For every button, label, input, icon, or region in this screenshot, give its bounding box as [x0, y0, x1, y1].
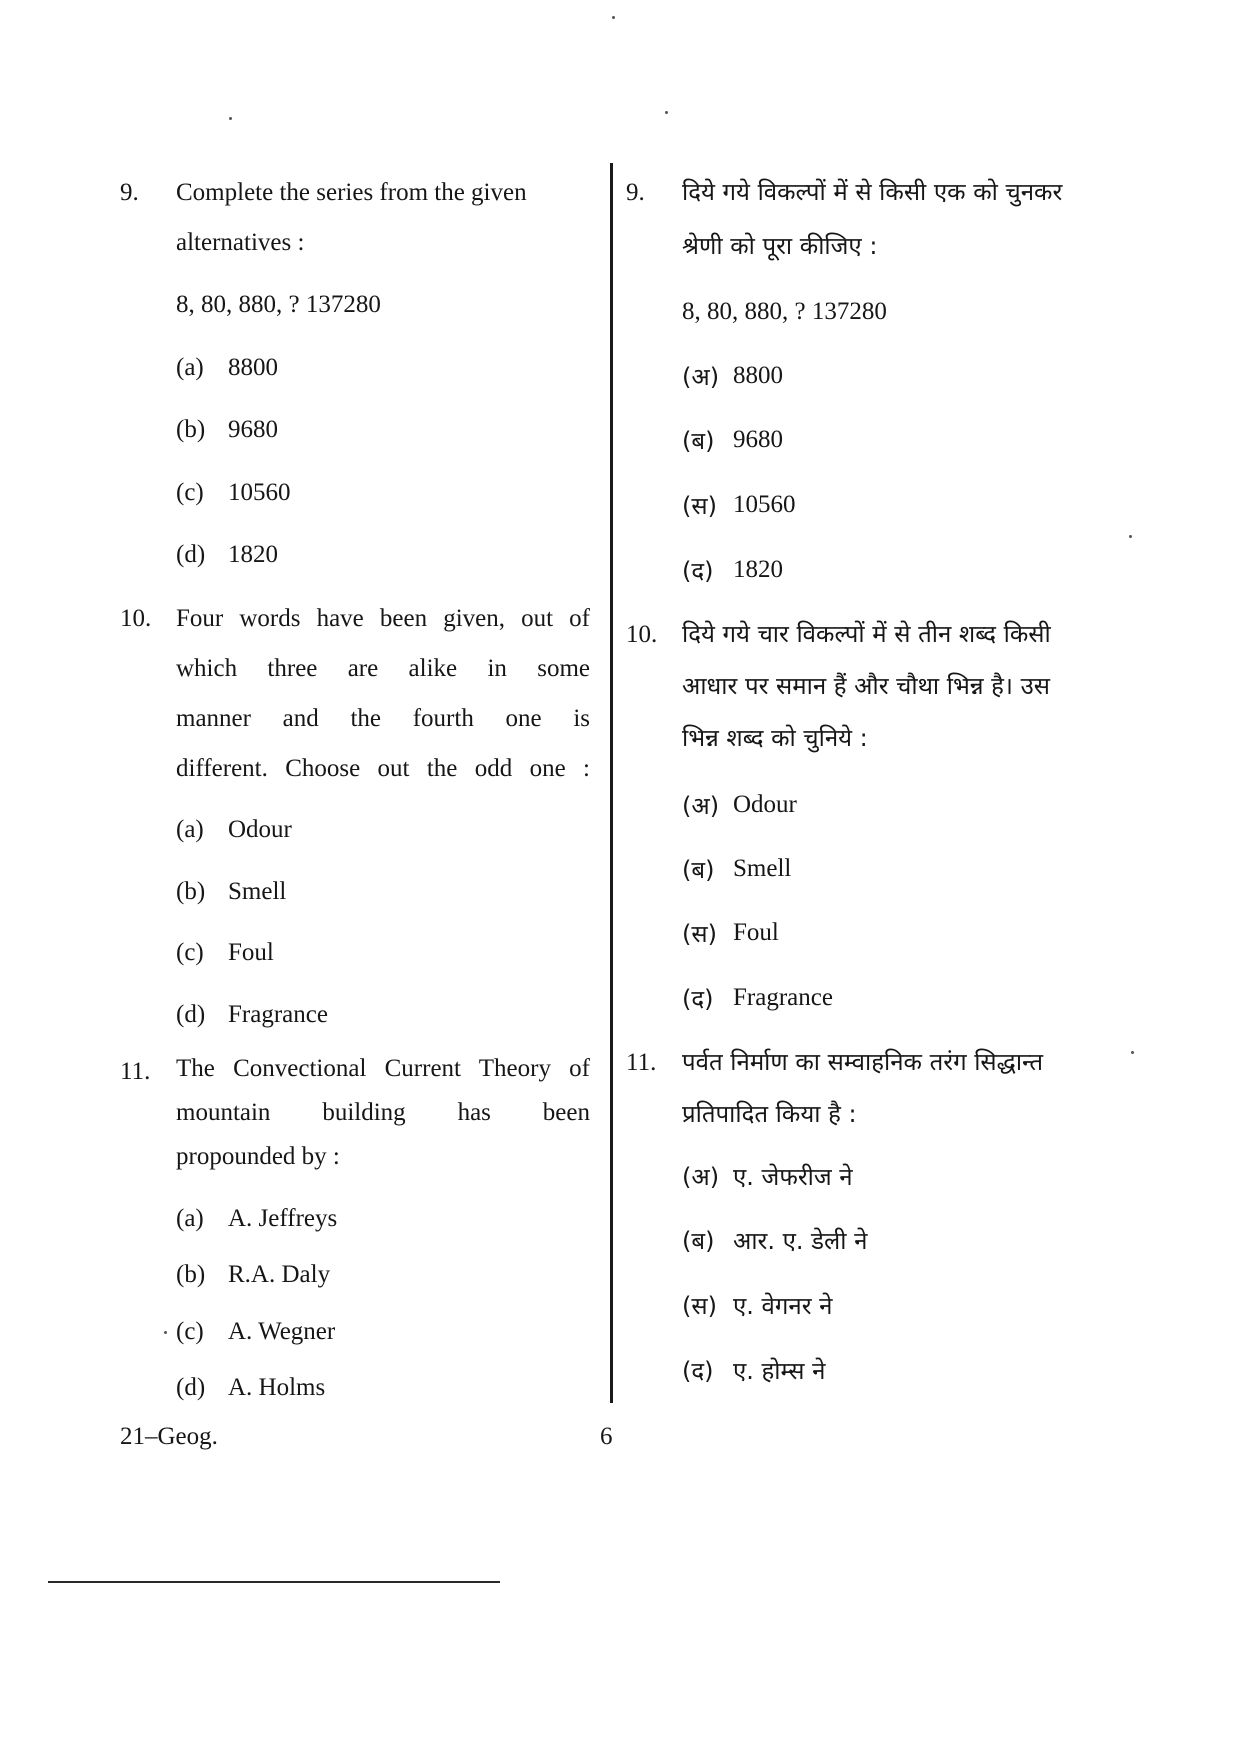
hi-q9-series: 8, 80, 880, ? 137280: [682, 298, 887, 325]
hi-q11-option-a-label: (अ): [682, 1163, 720, 1191]
q10-line-1: Four words have been given, out of: [176, 605, 590, 632]
q11-line-3: propounded by :: [176, 1143, 340, 1170]
hi-q9-option-b-text: 9680: [733, 426, 783, 453]
hi-q11-option-a-text: ए. जेफरीज ने: [733, 1163, 853, 1191]
hi-q10-line-2: आधार पर समान हैं और चौथा भिन्न है। उस: [682, 672, 1051, 700]
hi-q10-option-b-text: Smell: [733, 855, 792, 882]
hi-q9-option-a-text: 8800: [733, 362, 783, 389]
scan-speck: [164, 1331, 167, 1334]
hi-q11-number: 11.: [626, 1049, 657, 1076]
hi-q11-option-b-label: (ब): [682, 1227, 715, 1255]
q11-number: 11.: [120, 1058, 151, 1085]
q9-option-c-text: 10560: [228, 479, 291, 506]
hi-q9-option-c-label: (स): [682, 492, 717, 520]
hi-q11-option-d-label: (द): [682, 1357, 714, 1385]
hi-q11-option-c-label: (स): [682, 1292, 717, 1320]
hi-q9-line-2: श्रेणी को पूरा कीजिए :: [682, 232, 878, 260]
column-divider: [610, 163, 613, 1403]
q10-option-d-text: Fragrance: [228, 1001, 328, 1028]
scan-speck: [229, 117, 232, 120]
q11-option-b-text: R.A. Daly: [228, 1261, 331, 1288]
q11-line-2: mountain building has been: [176, 1099, 590, 1126]
hi-q11-option-c-text: ए. वेगनर ने: [733, 1292, 833, 1320]
hi-q11-option-d-text: ए. होम्स ने: [733, 1357, 826, 1385]
q9-option-d-label: (d): [176, 541, 206, 568]
hi-q9-option-b-label: (ब): [682, 427, 715, 455]
hi-q10-option-a-label: (अ): [682, 792, 720, 820]
q9-option-b-label: (b): [176, 416, 206, 443]
footer-page-number: 6: [600, 1423, 613, 1450]
q11-option-c-text: A. Wegner: [228, 1318, 336, 1345]
hi-q10-option-c-text: Foul: [733, 919, 779, 946]
q10-option-a-label: (a): [176, 816, 204, 843]
q11-option-a-text: A. Jeffreys: [228, 1205, 338, 1232]
q11-option-b-label: (b): [176, 1261, 206, 1288]
hi-q9-option-c-text: 10560: [733, 491, 796, 518]
q11-option-c-label: (c): [176, 1318, 204, 1345]
q11-option-a-label: (a): [176, 1205, 204, 1232]
scan-speck: [1131, 1051, 1134, 1054]
hi-q9-option-a-label: (अ): [682, 363, 720, 391]
q10-option-b-label: (b): [176, 878, 206, 905]
hi-q11-option-b-text: आर. ए. डेली ने: [733, 1227, 868, 1255]
hi-q9-option-d-label: (द): [682, 557, 714, 585]
q9-line-1: Complete the series from the given: [176, 179, 527, 206]
hi-q10-option-b-label: (ब): [682, 856, 715, 884]
q9-option-d-text: 1820: [228, 541, 278, 568]
hi-q11-line-2: प्रतिपादित किया है :: [682, 1100, 857, 1128]
hi-q10-line-1: दिये गये चार विकल्पों में से तीन शब्द किसी: [682, 620, 1051, 648]
q10-option-c-label: (c): [176, 939, 204, 966]
hi-q10-option-a-text: Odour: [733, 791, 797, 818]
footer-paper-code: 21–Geog.: [120, 1423, 218, 1450]
scan-speck: [612, 16, 615, 19]
q9-option-c-label: (c): [176, 479, 204, 506]
q9-number: 9.: [120, 179, 139, 206]
q11-line-1: The Convectional Current Theory of: [176, 1055, 590, 1082]
q11-option-d-text: A. Holms: [228, 1374, 326, 1401]
hi-q10-option-c-label: (स): [682, 920, 717, 948]
hi-q11-line-1: पर्वत निर्माण का सम्वाहनिक तरंग सिद्धान्त: [682, 1048, 1044, 1076]
q10-number: 10.: [120, 605, 152, 632]
hi-q10-line-3: भिन्न शब्द को चुनिये :: [682, 724, 868, 752]
q10-line-3: manner and the fourth one is: [176, 705, 590, 732]
q10-line-2: which three are alike in some: [176, 655, 590, 682]
q10-option-a-text: Odour: [228, 816, 292, 843]
hi-q9-option-d-text: 1820: [733, 556, 783, 583]
hi-q10-option-d-text: Fragrance: [733, 984, 833, 1011]
q10-line-4: different. Choose out the odd one :: [176, 755, 590, 782]
q9-option-a-label: (a): [176, 354, 204, 381]
q9-option-b-text: 9680: [228, 416, 278, 443]
q10-option-d-label: (d): [176, 1001, 206, 1028]
hi-q9-number: 9.: [626, 179, 645, 206]
q9-series: 8, 80, 880, ? 137280: [176, 291, 381, 318]
q11-option-d-label: (d): [176, 1374, 206, 1401]
scan-speck: [665, 111, 668, 114]
bottom-rule: [48, 1581, 500, 1583]
hi-q9-line-1: दिये गये विकल्पों में से किसी एक को चुनकर: [682, 178, 1063, 206]
scan-speck: [1129, 535, 1132, 538]
q9-option-a-text: 8800: [228, 354, 278, 381]
q10-option-c-text: Foul: [228, 939, 274, 966]
hi-q10-option-d-label: (द): [682, 985, 714, 1013]
q9-line-2: alternatives :: [176, 229, 305, 256]
hi-q10-number: 10.: [626, 621, 658, 648]
q10-option-b-text: Smell: [228, 878, 287, 905]
